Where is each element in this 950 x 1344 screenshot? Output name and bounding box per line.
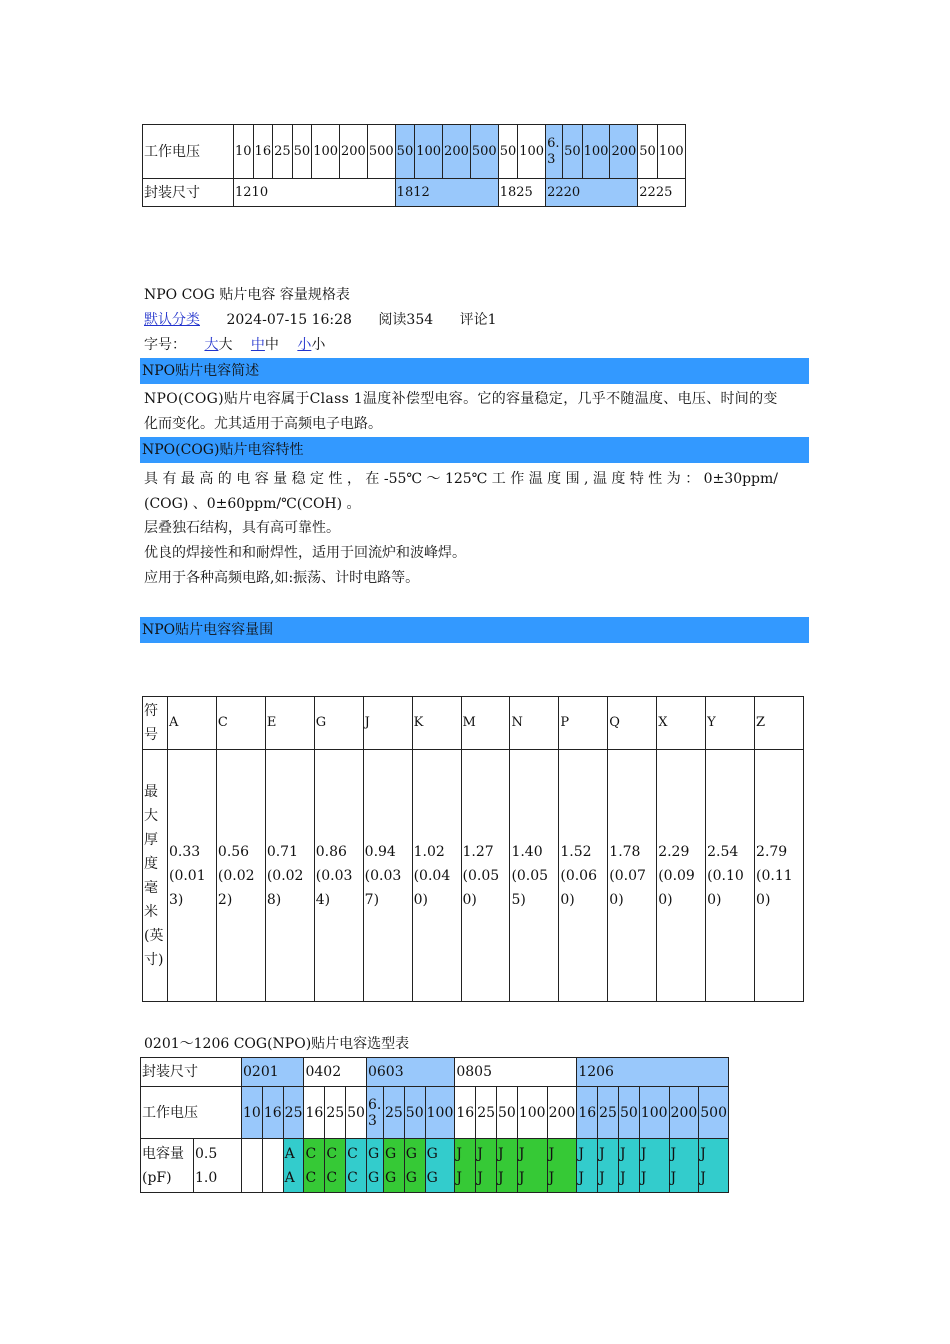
grade-cell: [476, 1139, 497, 1193]
v-cell: 25: [283, 1087, 304, 1139]
code-cell: Z: [755, 697, 804, 750]
inch-value: (0.110): [756, 867, 793, 908]
v-cell: 50: [346, 1087, 367, 1139]
thickness-cell: [608, 750, 657, 1002]
grade: J: [548, 1169, 555, 1186]
feature-line: 层叠独石结构，具有高可靠性。: [144, 520, 340, 536]
size-cell: 2220: [546, 179, 638, 207]
voltage-label: 工作电压: [141, 1087, 242, 1139]
size-cell: 0402: [304, 1058, 366, 1087]
grade: J: [518, 1145, 525, 1162]
code-cell: G: [314, 697, 363, 750]
thickness-table: [142, 696, 804, 1002]
font-small-link[interactable]: 小: [297, 337, 312, 353]
v-cell: 50: [395, 125, 415, 179]
font-size-switcher: [144, 335, 325, 355]
v-cell: 100: [425, 1087, 455, 1139]
grade: C: [305, 1145, 317, 1162]
code-cell: K: [412, 697, 461, 750]
inch-value: (0.055): [511, 867, 549, 908]
thickness-cell: [461, 750, 510, 1002]
grade: J: [518, 1169, 525, 1186]
font-large-text: 大: [218, 337, 233, 353]
thickness-cell: [412, 750, 461, 1002]
v-cell: 25: [383, 1087, 404, 1139]
v-cell: 100: [415, 125, 443, 179]
v-cell: 200: [340, 125, 368, 179]
inch-value: (0.037): [364, 867, 402, 908]
grade: J: [578, 1169, 584, 1186]
grade: J: [578, 1145, 584, 1162]
grade: J: [456, 1169, 462, 1186]
grade: G: [384, 1169, 397, 1186]
thickness-cell: [510, 750, 559, 1002]
font-size-label: 字号：: [144, 337, 186, 353]
grade-cell: [242, 1139, 263, 1193]
v-cell: 50: [638, 125, 658, 179]
grade: G: [426, 1169, 438, 1186]
v-cell: 6.3: [546, 125, 563, 179]
intro-heading: NPO贴片电容简述: [140, 358, 809, 384]
mm-value: 1.02: [413, 843, 445, 860]
features-heading: NPO(COG)贴片电容特性: [140, 437, 809, 463]
size-cell: 0805: [455, 1058, 577, 1087]
grade: C: [305, 1169, 317, 1186]
inch-value: (0.090): [658, 867, 695, 908]
size-cell: 0201: [242, 1058, 304, 1087]
grade-cell: [383, 1139, 404, 1193]
font-mid-link[interactable]: 中: [250, 337, 265, 353]
feature-line: (COG) 、0±60ppm/℃(COH) 。: [144, 496, 361, 512]
article-reads: 阅读354: [378, 312, 434, 328]
grade-cell: [547, 1139, 577, 1193]
grade: J: [548, 1145, 555, 1162]
article-title: NPO COG 贴片电容 容量规格表: [144, 287, 350, 303]
inch-value: (0.028): [266, 867, 304, 908]
code-cell: P: [559, 697, 608, 750]
intro-line: NPO(COG)贴片电容属于Class 1温度补偿型电容。它的容量稳定，几乎不随温度、电压、时间的变: [144, 391, 778, 407]
grade: J: [670, 1145, 677, 1162]
grade-cell: [425, 1139, 455, 1193]
grade-cell: [598, 1139, 619, 1193]
grade-cell: [455, 1139, 476, 1193]
mm-value: 0.71: [266, 843, 298, 860]
cap-value: 0.5: [195, 1145, 218, 1162]
v-cell: 500: [699, 1087, 729, 1139]
grade: J: [619, 1169, 626, 1186]
thickness-cell: [559, 750, 608, 1002]
size-cell: 1210: [234, 179, 396, 207]
cap-label: 电容量(pF): [141, 1139, 194, 1193]
range-heading: NPO贴片电容容量围: [140, 617, 809, 643]
mm-value: 1.78: [609, 843, 641, 860]
v-cell: 50: [404, 1087, 425, 1139]
grade: G: [426, 1145, 438, 1162]
mm-value: 2.29: [658, 843, 690, 860]
size-label: 封装尺寸: [141, 1058, 242, 1087]
font-small-text: 小: [311, 337, 326, 353]
mm-value: 0.94: [364, 843, 396, 860]
v-cell: 100: [657, 125, 685, 179]
grade-cell: [304, 1139, 325, 1193]
v-cell: 25: [598, 1087, 619, 1139]
v-cell: 100: [582, 125, 610, 179]
grade-cell: [346, 1139, 367, 1193]
v-cell: 50: [618, 1087, 639, 1139]
mm-value: 0.86: [315, 843, 347, 860]
grade-cell: [283, 1139, 304, 1193]
code-cell: X: [657, 697, 706, 750]
grade: G: [405, 1169, 417, 1186]
size-cell: 1825: [498, 179, 545, 207]
code-cell: J: [363, 697, 412, 750]
grade-cell: [517, 1139, 547, 1193]
grade: J: [498, 1145, 504, 1162]
grade-cell: [262, 1139, 283, 1193]
mm-value: 2.79: [756, 843, 788, 860]
thickness-label: 最大厚度毫米(英寸): [143, 750, 168, 1002]
code-cell: M: [461, 697, 510, 750]
grade: J: [599, 1169, 605, 1186]
v-cell: 500: [367, 125, 395, 179]
font-mid-text: 中: [264, 337, 279, 353]
feature-line: 具 有 最 高 的 电 容 量 稳 定 性 ， 在 -55℃ ～ 125℃ 工 作 温 度 围 , 温 度 特 性 为 ： 0±30ppm/: [144, 471, 779, 487]
thickness-cell: [314, 750, 363, 1002]
inch-value: (0.060): [560, 867, 597, 908]
code-cell: N: [510, 697, 559, 750]
article-datetime: 2024-07-15 16:28: [226, 312, 352, 328]
v-cell: 100: [639, 1087, 669, 1139]
grade-cell: [497, 1139, 518, 1193]
grade: G: [384, 1145, 397, 1162]
grade: C: [347, 1169, 358, 1186]
grade-cell: [404, 1139, 425, 1193]
code-cell: E: [265, 697, 314, 750]
v-cell: 10: [242, 1087, 263, 1139]
mm-value: 1.40: [511, 843, 543, 860]
size-cell: 1206: [577, 1058, 729, 1087]
v-cell: 100: [518, 125, 546, 179]
thickness-cell: [755, 750, 804, 1002]
v-cell: 10: [234, 125, 254, 179]
mm-value: 0.33: [168, 843, 201, 860]
code-cell: A: [167, 697, 216, 750]
inch-value: (0.100): [707, 867, 744, 908]
v-cell: 16: [455, 1087, 476, 1139]
v-cell: 25: [325, 1087, 346, 1139]
feature-line: 优良的焊接性和和耐焊性，适用于回流炉和波峰焊。: [144, 545, 466, 561]
size-cell: 0603: [366, 1058, 454, 1087]
v-cell: 25: [476, 1087, 497, 1139]
font-large-link[interactable]: 大: [204, 337, 219, 353]
v-cell: 25: [273, 125, 293, 179]
grade: G: [367, 1145, 380, 1162]
grade: J: [599, 1145, 605, 1162]
thickness-cell: [216, 750, 265, 1002]
cap-values: [194, 1139, 242, 1193]
article-meta: [144, 310, 497, 330]
grade: J: [700, 1169, 706, 1186]
grade-cell: [639, 1139, 669, 1193]
v-cell: 200: [547, 1087, 577, 1139]
grade: J: [700, 1145, 706, 1162]
selection-table-title: 0201～1206 COG(NPO)贴片电容选型表: [144, 1036, 410, 1052]
grade: J: [670, 1169, 677, 1186]
mm-value: 0.56: [217, 843, 250, 860]
v-cell: 16: [253, 125, 273, 179]
grade-cell: [577, 1139, 598, 1193]
code-cell: C: [216, 697, 265, 750]
grade-cell: [366, 1139, 383, 1193]
v-cell: 200: [610, 125, 638, 179]
category-link[interactable]: 默认分类: [144, 312, 200, 328]
v-cell: 16: [262, 1087, 283, 1139]
grade: J: [498, 1169, 504, 1186]
inch-value: (0.070): [609, 867, 646, 908]
grade-cell: [699, 1139, 729, 1193]
inch-value: (0.050): [462, 867, 500, 908]
mm-value: 1.27: [462, 843, 494, 860]
grade-cell: [325, 1139, 346, 1193]
intro-line: 化而变化。尤其适用于高频电子电路。: [144, 416, 382, 432]
thickness-cell: [657, 750, 706, 1002]
grade-cell: [669, 1139, 699, 1193]
v-cell: 50: [498, 125, 518, 179]
grade: A: [284, 1169, 295, 1186]
v-cell: 500: [470, 125, 498, 179]
thickness-cell: [706, 750, 755, 1002]
symbol-label: 符号: [143, 697, 168, 750]
v-cell: 50: [563, 125, 583, 179]
grade: G: [405, 1145, 417, 1162]
grade: J: [640, 1169, 647, 1186]
v-cell: 100: [312, 125, 340, 179]
grade: A: [284, 1145, 295, 1162]
v-cell: 200: [443, 125, 471, 179]
grade: J: [456, 1145, 462, 1162]
grade: G: [367, 1169, 380, 1186]
size-label: 封装尺寸: [143, 179, 234, 207]
voltage-label: 工作电压: [143, 125, 234, 179]
grade: J: [640, 1145, 647, 1162]
thickness-cell: [363, 750, 412, 1002]
inch-value: (0.022): [217, 867, 255, 908]
v-cell: 50: [497, 1087, 518, 1139]
v-cell: 16: [304, 1087, 325, 1139]
thickness-cell: [167, 750, 216, 1002]
grade: J: [477, 1169, 483, 1186]
v-cell: 100: [517, 1087, 547, 1139]
inch-value: (0.034): [315, 867, 353, 908]
grade: J: [619, 1145, 626, 1162]
v-cell: 16: [577, 1087, 598, 1139]
code-cell: Q: [608, 697, 657, 750]
grade: J: [477, 1145, 483, 1162]
v-cell: 6.3: [366, 1087, 383, 1139]
mm-value: 2.54: [707, 843, 739, 860]
inch-value: (0.040): [413, 867, 451, 908]
thickness-cell: [265, 750, 314, 1002]
mm-value: 1.52: [560, 843, 592, 860]
feature-line: 应用于各种高频电路,如:振荡、计时电路等。: [144, 570, 420, 586]
cap-value: 1.0: [195, 1169, 218, 1186]
code-cell: Y: [706, 697, 755, 750]
grade-cell: [618, 1139, 639, 1193]
article-comments: 评论1: [459, 312, 497, 328]
grade: C: [326, 1145, 338, 1162]
v-cell: 200: [669, 1087, 699, 1139]
grade: C: [347, 1145, 358, 1162]
top-spec-table: [142, 124, 686, 207]
inch-value: (0.013): [168, 867, 206, 908]
size-cell: 2225: [638, 179, 685, 207]
grade: C: [326, 1169, 338, 1186]
size-cell: 1812: [395, 179, 498, 207]
selection-table: [140, 1057, 729, 1193]
v-cell: 50: [292, 125, 312, 179]
